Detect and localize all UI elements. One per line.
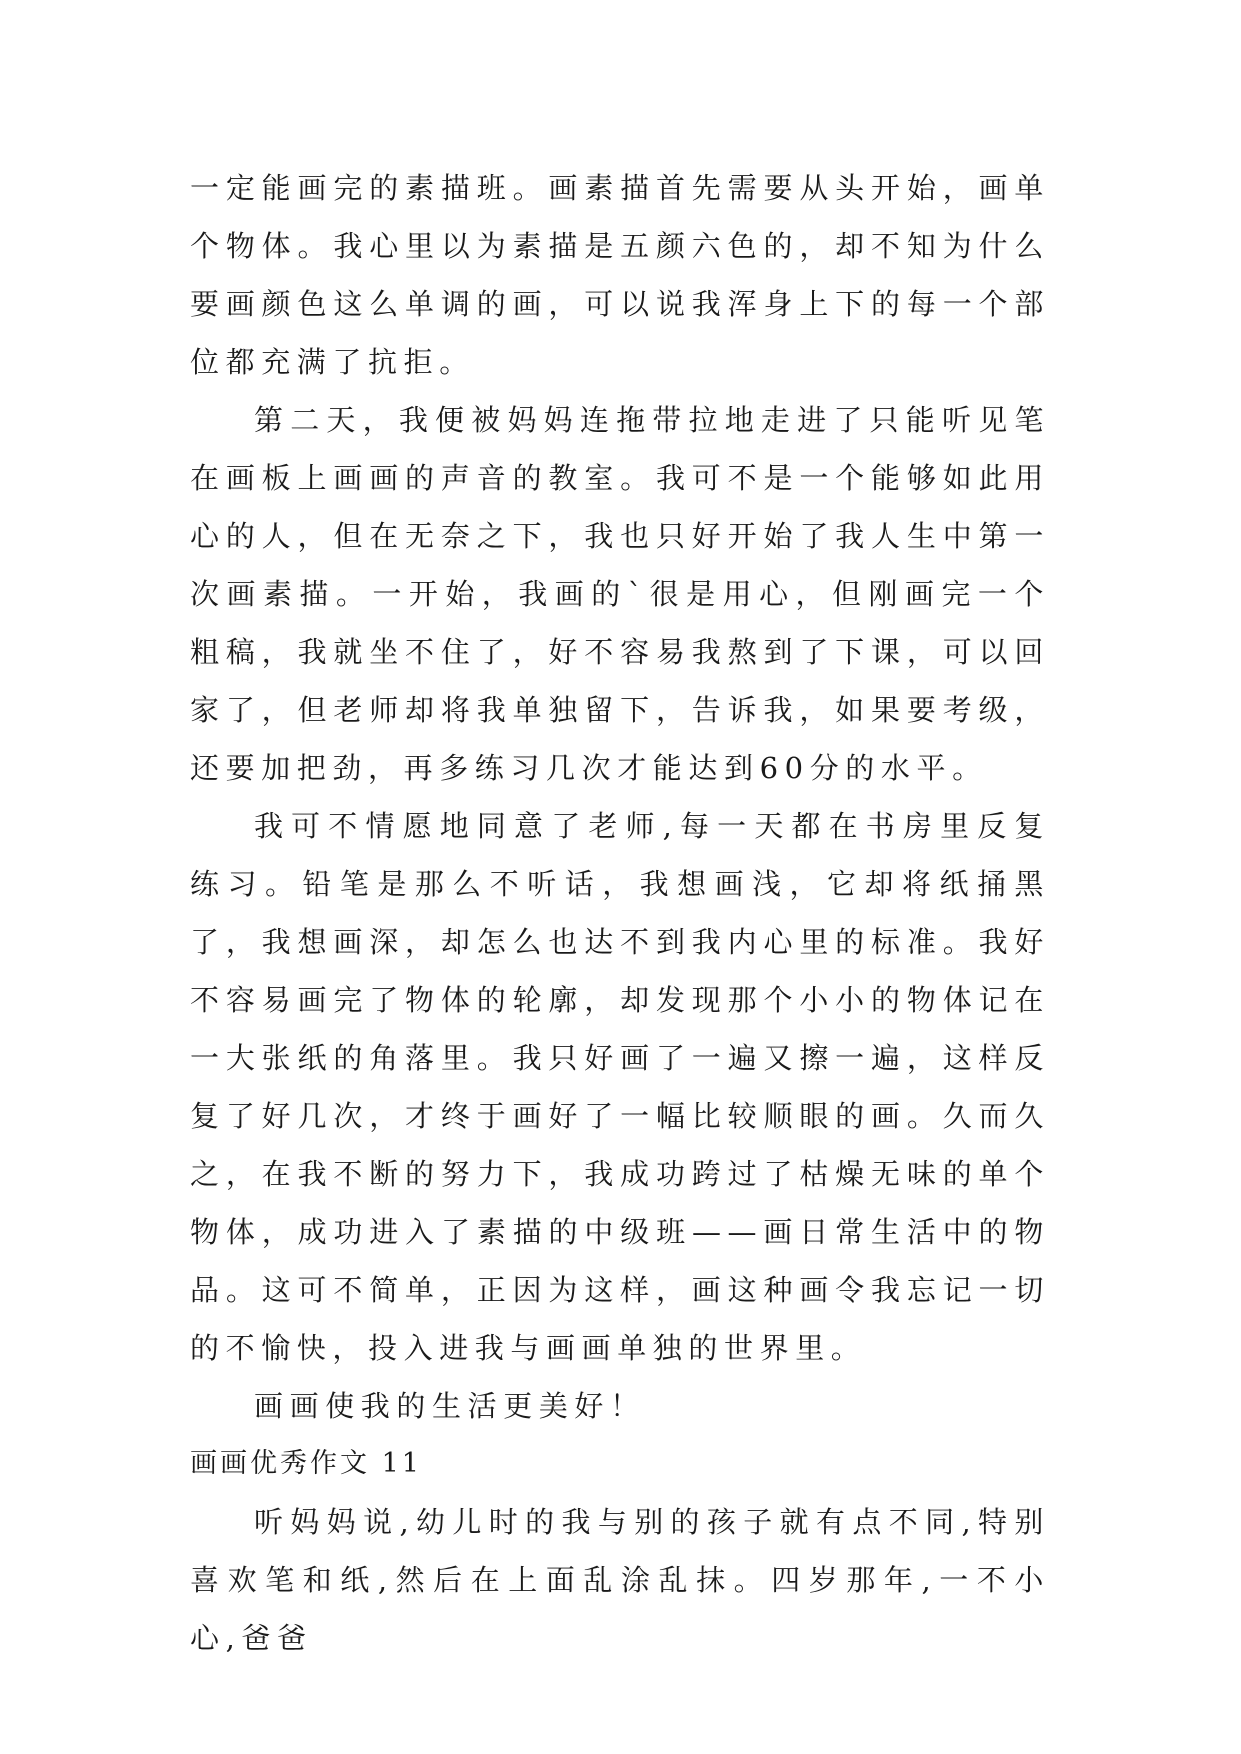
paragraph-1: 一定能画完的素描班。画素描首先需要从头开始，画单个物体。我心里以为素描是五颜六色的，却不知为什么要画颜色这么单调的画，可以说我浑身上下的每一个部位都充满了抗拒。 bbox=[190, 171, 1050, 379]
section-heading: 画画优秀作文 11 bbox=[190, 1448, 422, 1479]
paragraph-4: 画画使我的生活更美好！ bbox=[254, 1389, 646, 1423]
paragraph-2: 第二天，我便被妈妈连拖带拉地走进了只能听见笔在画板上画画的声音的教室。我可不是一个能够如此用心的人，但在无奈之下，我也只好开始了我人生中第一次画素描。一开始，我画的`很是用心，但刚画完一个粗稿，我就坐不住了，好不容易我熬到了下课，可以回家了，但老师却将我单独留下，告诉我，如果要考级，还要加把劲，再多练习几次才能达到60分的水平。 bbox=[190, 403, 1050, 785]
paragraph-5: 听妈妈说,幼儿时的我与别的孩子就有点不同,特别喜欢笔和纸,然后在上面乱涂乱抹。四岁那年,一不小心,爸爸 bbox=[190, 1505, 1050, 1655]
paragraph-3: 我可不情愿地同意了老师,每一天都在书房里反复练习。铅笔是那么不听话，我想画浅，它却将纸捅黑了，我想画深，却怎么也达不到我内心里的标准。我好不容易画完了物体的轮廓，却发现那个小小的物体记在一大张纸的角落里。我只好画了一遍又擦一遍，这样反复了好几次，才终于画好了一幅比较顺眼的画。久而久之，在我不断的努力下，我成功跨过了枯燥无味的单个物体，成功进入了素描的中级班——画日常生活中的物品。这可不简单，正因为这样，画这种画令我忘记一切的不愉快，投入进我与画画单独的世界里。 bbox=[190, 809, 1050, 1365]
document-body bbox=[190, 159, 1050, 1667]
